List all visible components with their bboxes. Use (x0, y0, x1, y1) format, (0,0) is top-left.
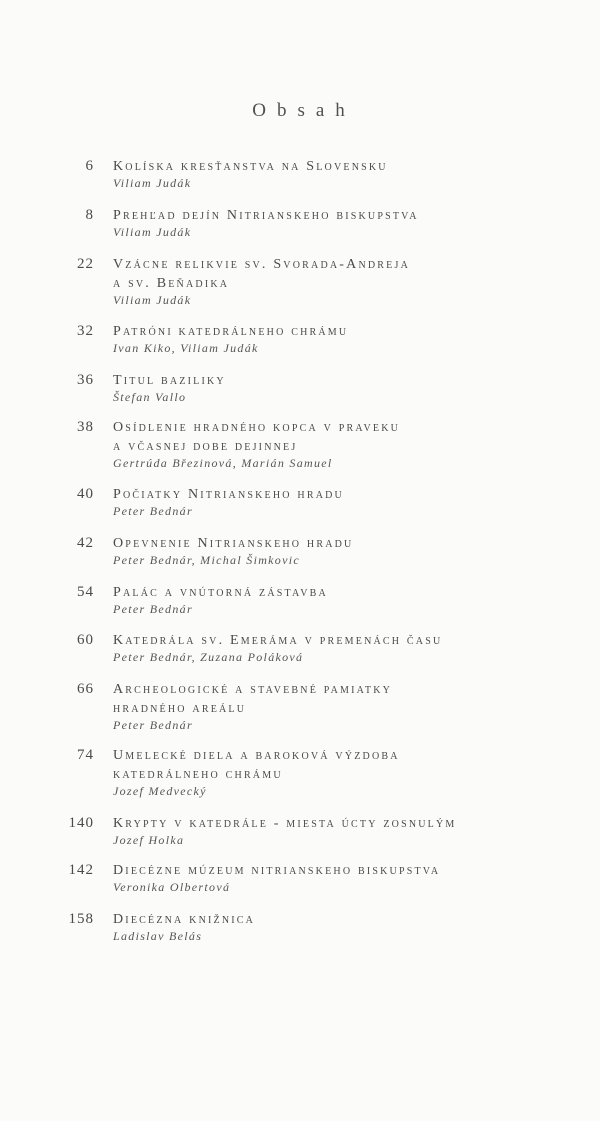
entry-title: Diecézna knižnica (113, 912, 256, 927)
entry-author: Ivan Kiko, Viliam Judák (113, 341, 259, 355)
entry-title-continued: katedrálneho chrámu (113, 767, 283, 782)
entry-author: Gertrúda Březinová, Marián Samuel (113, 456, 333, 470)
page-number: 66 (77, 681, 94, 697)
page-number: 40 (77, 486, 94, 502)
entry-author: Štefan Vallo (113, 390, 187, 404)
page-number: 38 (77, 419, 94, 435)
entry-title: Umelecké diela a baroková výzdoba (113, 748, 400, 763)
page-number: 142 (68, 862, 94, 878)
entry-author: Viliam Judák (113, 293, 192, 307)
entry-title: Vzácne relikvie sv. Svorada-Andreja (113, 257, 410, 272)
entry-author: Peter Bednár, Michal Šimkovic (113, 553, 300, 567)
page-number: 22 (77, 256, 94, 272)
page-title: Obsah (252, 100, 356, 121)
page-number: 8 (85, 207, 94, 223)
entry-title: Archeologické a stavebné pamiatky (113, 682, 393, 697)
entry-author: Peter Bednár (113, 504, 193, 518)
entry-title: Počiatky Nitrianskeho hradu (113, 487, 344, 502)
entry-title-continued: a sv. Beňadika (113, 276, 230, 291)
entry-author: Jozef Medvecký (113, 784, 207, 798)
entry-author: Peter Bednár, Zuzana Poláková (113, 650, 304, 664)
entry-author: Peter Bednár (113, 602, 193, 616)
entry-title-continued: hradného areálu (113, 701, 247, 716)
entry-author: Veronika Olbertová (113, 880, 231, 894)
entry-title: Diecézne múzeum nitrianskeho biskupstva (113, 863, 441, 878)
entry-title: Osídlenie hradného kopca v praveku (113, 420, 401, 435)
entry-title-continued: a včasnej dobe dejinnej (113, 439, 298, 454)
page-number: 54 (77, 584, 94, 600)
page-number: 6 (85, 158, 94, 174)
page-number: 42 (77, 535, 94, 551)
entry-author: Peter Bednár (113, 718, 193, 732)
page-number: 158 (68, 911, 94, 927)
page-number: 36 (77, 372, 94, 388)
entry-author: Ladislav Belás (113, 929, 203, 943)
entry-title: Prehľad dejín Nitrianskeho biskupstva (113, 208, 419, 223)
entry-title: Titul baziliky (113, 373, 226, 388)
page-number: 32 (77, 323, 94, 339)
entry-title: Patróni katedrálneho chrámu (113, 324, 349, 339)
page-number: 60 (77, 632, 94, 648)
entry-title: Palác a vnútorná zástavba (113, 585, 328, 600)
page-number: 74 (77, 747, 94, 763)
entry-author: Viliam Judák (113, 225, 192, 239)
entry-author: Jozef Holka (113, 833, 185, 847)
entry-title: Krypty v katedrále - miesta úcty zosnulým (113, 816, 457, 831)
entry-title: Kolíska kresťanstva na Slovensku (113, 159, 388, 174)
entry-author: Viliam Judák (113, 176, 192, 190)
entry-title: Opevnenie Nitrianskeho hradu (113, 536, 354, 551)
entry-title: Katedrála sv. Emeráma v premenách času (113, 633, 443, 648)
page-number: 140 (68, 815, 94, 831)
